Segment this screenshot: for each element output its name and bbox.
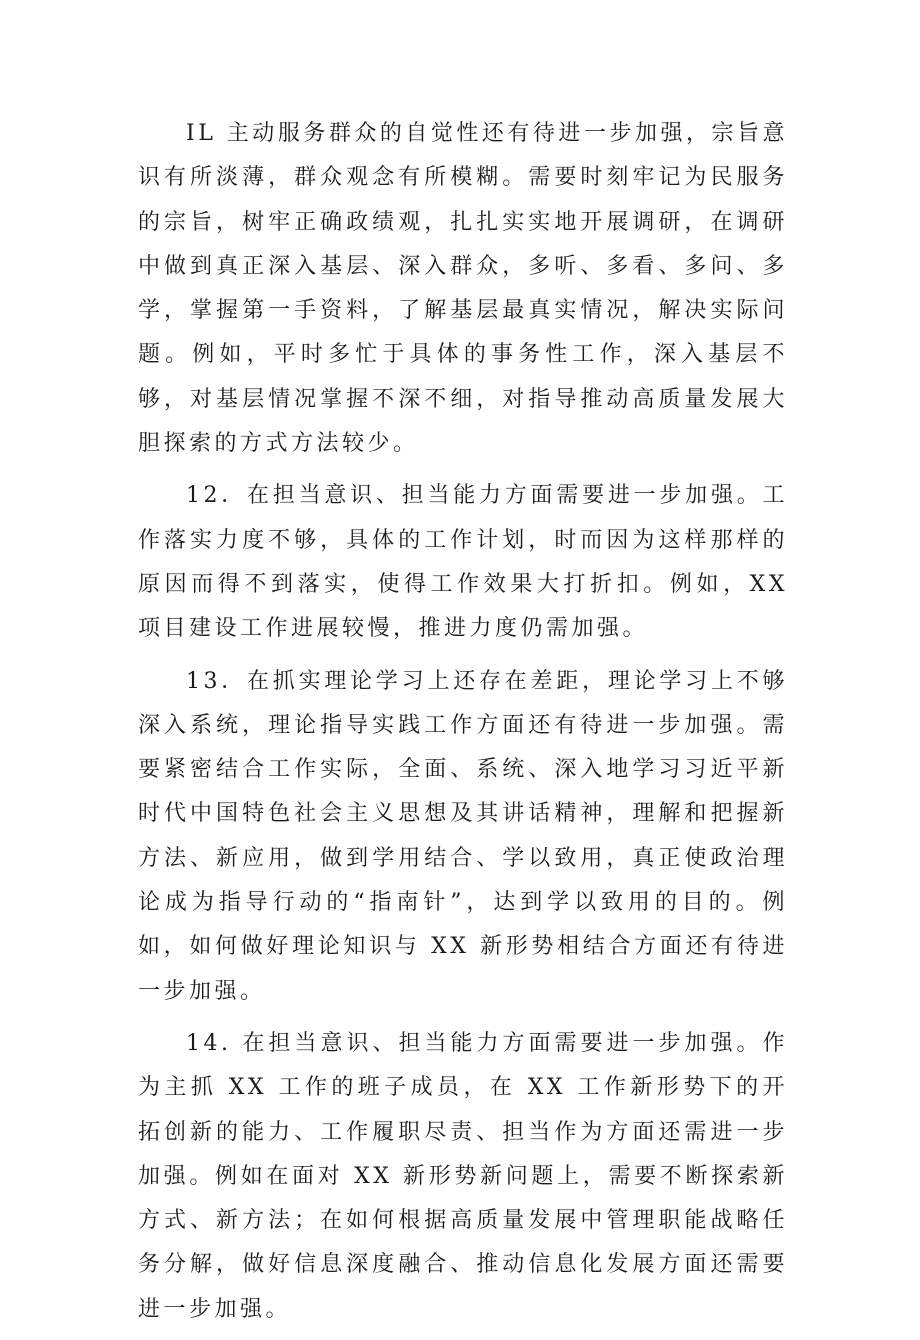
document-body: [138, 112, 788, 1340]
paragraph-13: 13．在抓实理论学习上还存在差距，理论学习上不够深入系统，理论指导实践工作方面还有待进一步加强。需要紧密结合工作实际，全面、系统、深入地学习习近平新时代中国特色社会主义思想及其讲话精神，理解和把握新方法、新应用，做到学用结合、学以致用，真正使政治理论成为指导行动的“指南针”，达到学以致用的目的。例如，如何做好理论知识与 XX 新形势相结合方面还有待进一步加强。: [138, 668, 788, 1004]
paragraph-12: 12．在担当意识、担当能力方面需要进一步加强。工作落实力度不够，具体的工作计划，时而因为这样那样的原因而得不到落实，使得工作效果大打折扣。例如，XX 项目建设工作进展较慢，推进力度仍需加强。: [138, 483, 788, 642]
paragraph-11: IL 主动服务群众的自觉性还有待进一步加强，宗旨意识有所淡薄，群众观念有所模糊。需要时刻牢记为民服务的宗旨，树牢正确政绩观，扎扎实实地开展调研，在调研中做到真正深入基层、深入群众，多听、多看、多问、多学，掌握第一手资料，了解基层最真实情况，解决实际问题。例如，平时多忙于具体的事务性工作，深入基层不够，对基层情况掌握不深不细，对指导推动高质量发展大胆探索的方式方法较少。: [138, 121, 788, 457]
paragraph-14: 14. 在担当意识、担当能力方面需要进一步加强。作为主抓 XX 工作的班子成员，在 XX 工作新形势下的开拓创新的能力、工作履职尽责、担当作为方面还需进一步加强。例如在面对 XX 新形势新问题上，需要不断探索新方式、新方法；在如何根据高质量发展中管理职能战略任务分解，做好信息深度融合、推动信息化发展方面还需要进一步加强。: [138, 1030, 788, 1322]
